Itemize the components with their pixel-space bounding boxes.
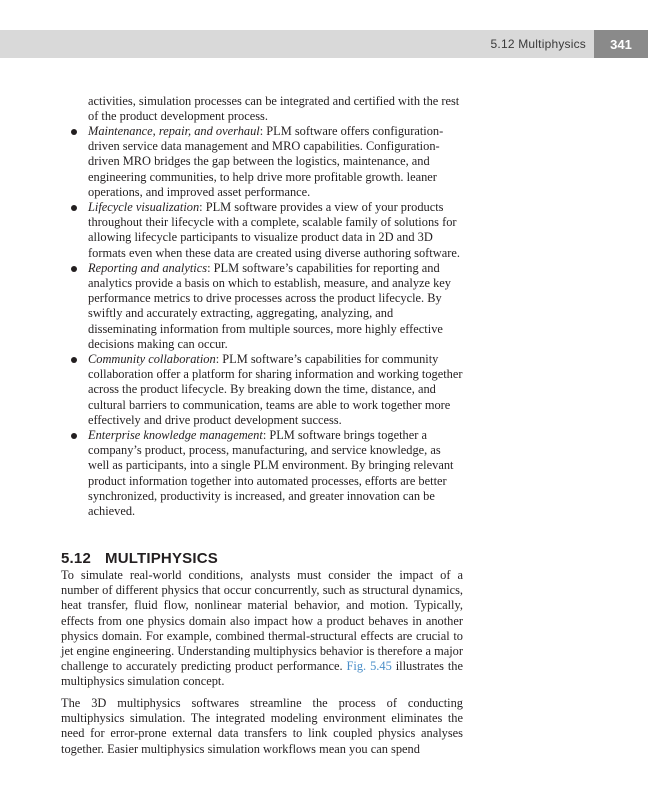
bullet-term: Lifecycle visualization: [88, 200, 200, 215]
bullet-text: : PLM software provides a view of your products throughout their lifecycle with a complete, scalable family of solutions for allowing lifecycle participants to visualize product data in 2D and 3D formats even when these data are created using diverse authoring software.: [88, 200, 460, 260]
bullet-item-community-collaboration: [70, 352, 465, 428]
bullet-item-knowledge-management: [70, 428, 465, 519]
bullet-term: Reporting and analytics: [88, 260, 208, 275]
page-number: 341: [594, 30, 648, 58]
bullet-text: : PLM software’s capabilities for community collaboration offer a platform for sharing information and working together across the product lifecycle. By breaking down the time, distance, and cultural barriers to communication, teams are able to work together more effectively and drive product development success.: [88, 352, 463, 427]
running-title: 5.12 Multiphysics: [490, 37, 586, 51]
bullet-item-mro: [70, 124, 465, 200]
bullet-term: Maintenance, repair, and overhaul: [88, 124, 260, 138]
bullet-icon: [71, 433, 77, 439]
figure-reference-link[interactable]: Fig. 5.45: [346, 659, 392, 674]
bullet-list: [70, 124, 465, 519]
bullet-text: : PLM software’s capabilities for reporting and analytics provide a basis on which to establish, measure, and analyze key performance metrics to drive processes across the product lifecycle. By swiftly and accurately extracting, aggregating, analyzing, and disseminating information from multiple sources, more highly effective decisions making can occur.: [88, 260, 452, 351]
body-paragraph: The 3D multiphysics softwares streamline the process of conducting multiphysics simulation. The integrated modeling environment eliminates the need for error-prone external data transfers to link coupled physics analyses together. Easier multiphysics simulation workflows mean you can spend: [61, 696, 463, 756]
running-header: [0, 30, 648, 58]
bullet-text: : PLM software brings together a company’s product, process, manufacturing, and service knowledge, as well as participants, into a single PLM environment. By bringing relevant product information together into automated processes, efforts are better synchronized, productivity is increased, and greater innovation can be achieved.: [88, 428, 454, 519]
continuation-text: activities, simulation processes can be integrated and certified with the rest of the product development process.: [88, 94, 460, 124]
bullet-item-lifecycle-visualization: [70, 200, 465, 261]
paragraph-text: To simulate real-world conditions, analysts must consider the impact of a number of different physics that occur concurrently, such as structural dynamics, heat transfer, fluid flow, nonlinear material behavior, and motion. Typically, effects from one physics domain also impact how a product behaves in another physics domain. For example, combined thermal-structural effects are crucial to jet engine engineering. Understanding multiphysics behavior is therefore a major challenge to accurately predicting product performance.: [61, 568, 463, 674]
section-heading: [61, 550, 218, 567]
body-paragraph: [61, 568, 463, 690]
bullet-icon: [71, 129, 77, 135]
bullet-term: Community collaboration: [88, 352, 216, 367]
section-title: MULTIPHYSICS: [105, 550, 218, 568]
bullet-icon: [71, 266, 77, 272]
bullet-icon: [71, 205, 77, 211]
bullet-item-reporting-analytics: [70, 261, 465, 352]
bullet-term: Enterprise knowledge management: [88, 428, 263, 443]
bullet-icon: [71, 357, 77, 363]
section-number: 5.12: [61, 550, 91, 568]
bullet-text: : PLM software offers configuration-driven service data management and MRO capabilities. Configuration-driven MRO bridges the gap between the logistics, maintenance, and engineering communities, to help drive more profitable growth. leaner operations, and improved asset performance.: [88, 124, 444, 199]
paragraph-text: illustrates the multiphysics simulation concept.: [61, 659, 463, 689]
